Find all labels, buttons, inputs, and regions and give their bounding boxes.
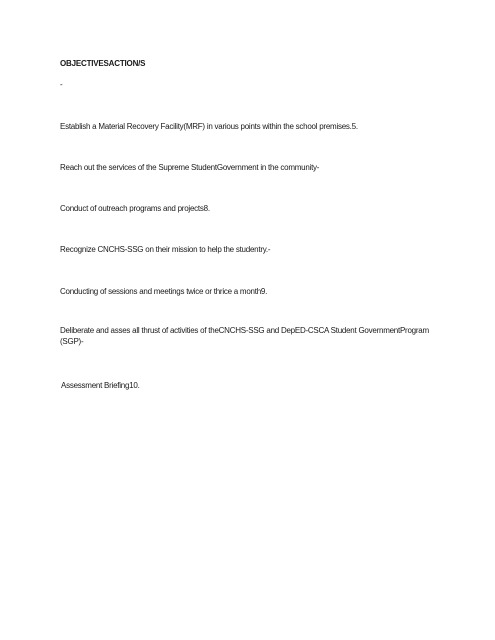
objective-item-assessment: Assessment Briefing10. — [61, 381, 140, 390]
objective-item-outreach-programs: Conduct of outreach programs and projects8. — [60, 204, 210, 213]
objective-item-outreach-services: Reach out the services of the Supreme StudentGovernment in the community- — [60, 163, 320, 172]
dash-marker: - — [60, 80, 63, 89]
objective-item-recognize: Recognize CNCHS-SSG on their mission to help the studentry.- — [60, 245, 271, 254]
document-heading: OBJECTIVESACTION/S — [60, 59, 146, 68]
objective-item-sessions: Conducting of sessions and meetings twice or thrice a month9. — [60, 287, 268, 296]
objective-item-deliberate: Deliberate and asses all thrust of activities of theCNCHS-SSG and DepED-CSCA Student GovernmentProgram (SGP)- — [60, 326, 429, 346]
objective-item-mrf: Establish a Material Recovery Facility(MRF) in various points within the school premises.5. — [60, 122, 358, 131]
